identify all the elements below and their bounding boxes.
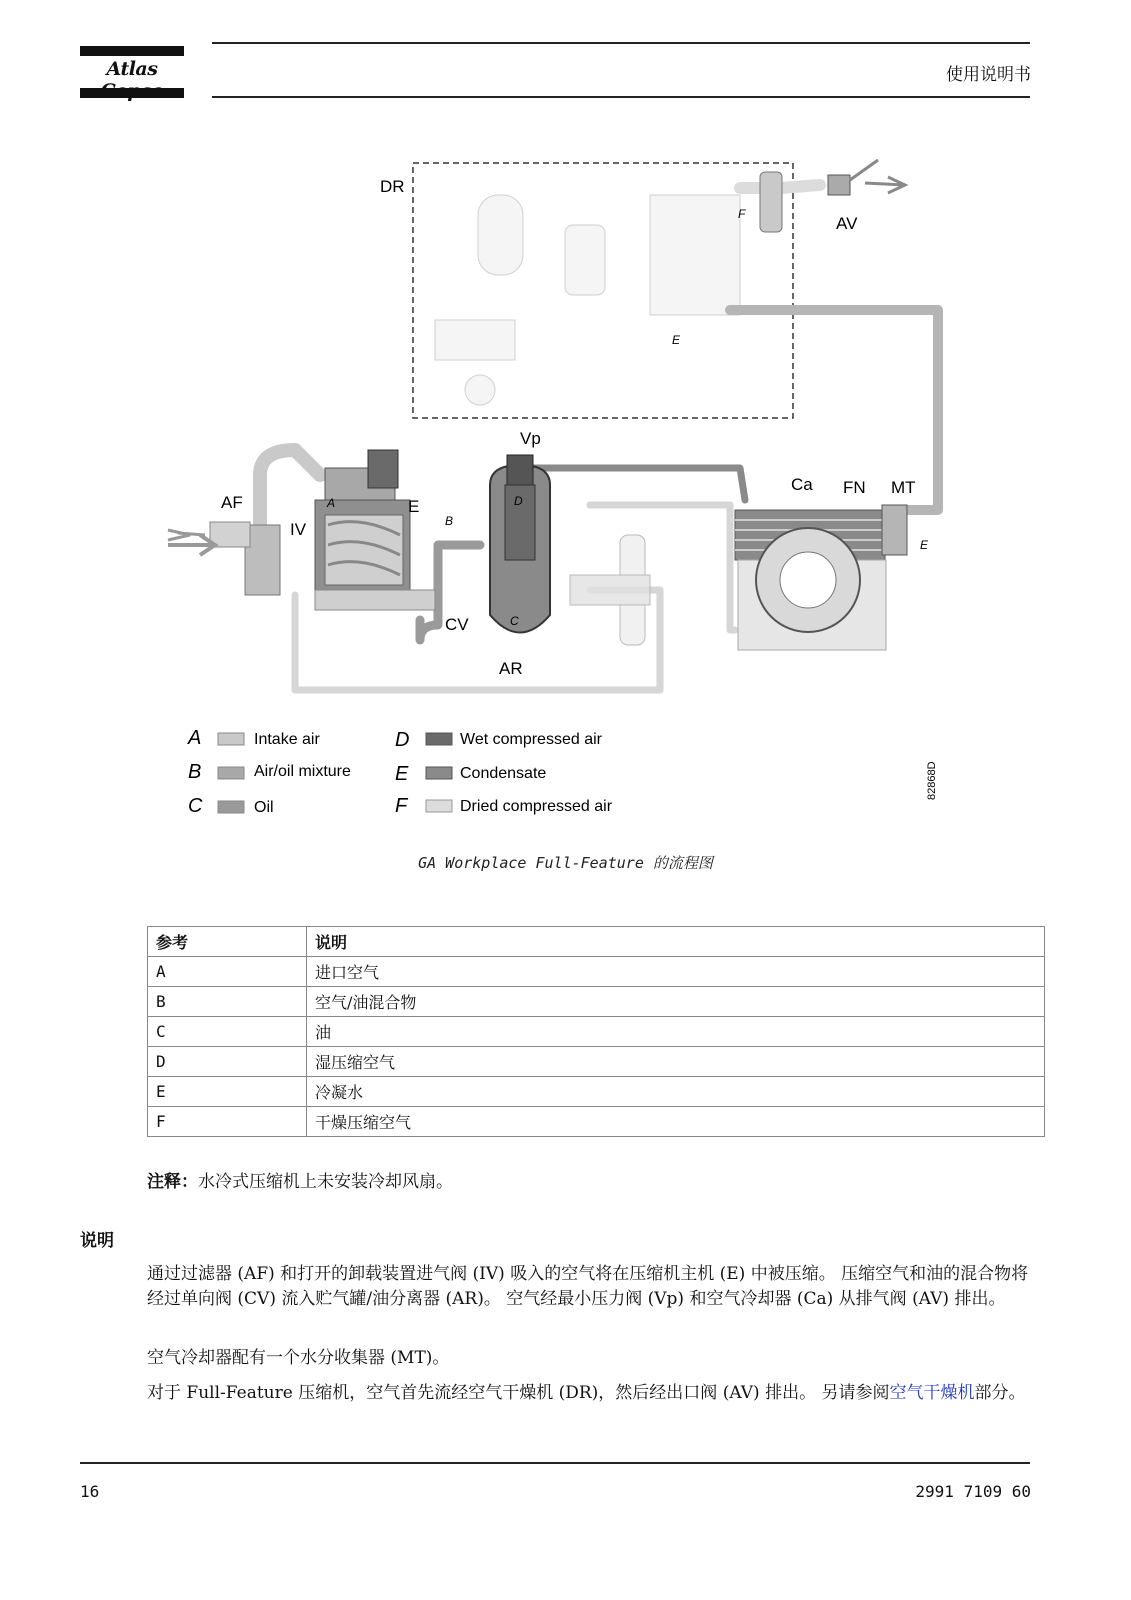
legend-swatch-d — [426, 733, 452, 745]
page-number: 16 — [80, 1482, 100, 1501]
label-vp: Vp — [520, 429, 541, 448]
label-mt: MT — [891, 478, 916, 497]
header-top-rule — [212, 42, 1030, 44]
table-row — [148, 957, 1045, 987]
legend-text-a: Intake air — [254, 731, 320, 748]
air-filter-af — [168, 522, 280, 595]
label-a-flow: A — [327, 496, 336, 510]
table-row — [148, 987, 1045, 1017]
label-c-flow: C — [510, 614, 519, 628]
table-row — [148, 1077, 1045, 1107]
reference-table — [147, 926, 1045, 1137]
row-key: C — [148, 1017, 307, 1047]
logo-bar-top — [80, 46, 184, 56]
label-ar: AR — [499, 659, 523, 678]
note-label: 注释： — [147, 1172, 198, 1192]
legend — [187, 727, 613, 817]
legend-swatch-e — [426, 767, 452, 779]
logo-wordmark: Atlas — [106, 58, 158, 80]
logo-bar-bottom — [80, 88, 184, 98]
legend-swatch-a — [218, 733, 244, 745]
legend-text-c: Oil — [254, 799, 274, 816]
legend-key-f: F — [395, 795, 408, 817]
air-cooler-ca — [735, 505, 907, 650]
manual-title: 使用说明书 — [946, 65, 1031, 85]
label-e-trap: E — [920, 538, 929, 552]
table-header-row — [148, 927, 1045, 957]
label-cv: CV — [445, 615, 469, 634]
row-description: 干燥压缩空气 — [307, 1107, 1045, 1137]
header-reference: 参考 — [148, 927, 307, 957]
label-b-flow: B — [445, 514, 454, 528]
paragraph-3-ending: 部分。 — [974, 1383, 1026, 1403]
compressor-element — [315, 450, 435, 610]
table-row — [148, 1017, 1045, 1047]
header-description: 说明 — [307, 927, 1045, 957]
legend-key-d: D — [395, 729, 410, 751]
row-key: D — [148, 1047, 307, 1077]
atlas-copco-logo — [80, 46, 184, 98]
legend-swatch-c — [218, 801, 244, 813]
row-key: F — [148, 1107, 307, 1137]
legend-text-f: Dried compressed air — [460, 798, 613, 815]
document-number: 2991 7109 60 — [915, 1482, 1031, 1501]
row-key: E — [148, 1077, 307, 1107]
legend-key-b: B — [188, 761, 202, 783]
legend-swatch-b — [218, 767, 244, 779]
flow-diagram — [160, 150, 960, 820]
note-text: 水冷式压缩机上未安装冷却风扇。 — [198, 1172, 453, 1192]
description-paragraph-1: 通过过滤器 (AF) 和打开的卸载装置进气阀 (IV) 吸入的空气将在压缩机主机 (E) 中被压缩。 压缩空气和油的混合物将经过单向阀 (CV) 流入贮气罐/油分离器 (AR)。 空气经最小压力阀 (Vp) 和空气冷却器 (Ca) 从排气阀 (AV) 排出。 — [147, 1264, 1029, 1309]
row-description: 进口空气 — [307, 957, 1045, 987]
section-title: 说明 — [80, 1231, 114, 1251]
label-av: AV — [836, 214, 858, 233]
table-row — [148, 1047, 1045, 1077]
paragraph-3-text: 对于 Full-Feature 压缩机，空气首先流经空气干燥机 (DR)，然后经出口阀 (AV) 排出。 另请参阅 — [147, 1383, 890, 1403]
row-key: A — [148, 957, 307, 987]
label-e-dryer: E — [672, 333, 681, 347]
row-description: 空气/油混合物 — [307, 987, 1045, 1017]
figure-caption: GA Workplace Full-Feature 的流程图 — [418, 854, 713, 872]
row-description: 湿压缩空气 — [307, 1047, 1045, 1077]
legend-swatch-f — [426, 800, 452, 812]
wet-air-pipe — [530, 468, 745, 500]
row-description: 油 — [307, 1017, 1045, 1047]
label-af: AF — [221, 493, 243, 512]
oil-filter — [570, 535, 650, 645]
legend-key-e: E — [395, 763, 409, 785]
legend-text-b: Air/oil mixture — [254, 763, 351, 780]
figure-code: 82868D — [926, 761, 938, 800]
label-ca: Ca — [791, 475, 813, 494]
outlet-valve-av — [760, 160, 905, 232]
description-paragraph-3 — [147, 1381, 1029, 1406]
legend-text-e: Condensate — [460, 765, 547, 782]
note — [147, 1167, 453, 1192]
legend-key-a: A — [188, 727, 202, 749]
legend-text-d: Wet compressed air — [460, 731, 602, 748]
label-d-flow: D — [514, 494, 523, 508]
footer-rule — [80, 1462, 1030, 1464]
separator-tank-ar — [490, 455, 550, 633]
label-e-element: E — [408, 497, 420, 516]
label-f-flow: F — [738, 207, 746, 221]
legend-key-c: C — [188, 795, 203, 817]
description-paragraph-2: 空气冷却器配有一个水分收集器 (MT)。 — [147, 1348, 450, 1368]
dryer-components — [435, 195, 740, 405]
row-key: B — [148, 987, 307, 1017]
label-fn: FN — [843, 478, 866, 497]
row-description: 冷凝水 — [307, 1077, 1045, 1107]
moisture-trap-mt — [882, 505, 907, 555]
header-bottom-rule — [212, 96, 1030, 98]
label-iv: IV — [290, 520, 307, 539]
table-row — [148, 1107, 1045, 1137]
label-dr: DR — [380, 177, 405, 196]
air-dryer-link[interactable]: 空气干燥机 — [889, 1383, 975, 1403]
